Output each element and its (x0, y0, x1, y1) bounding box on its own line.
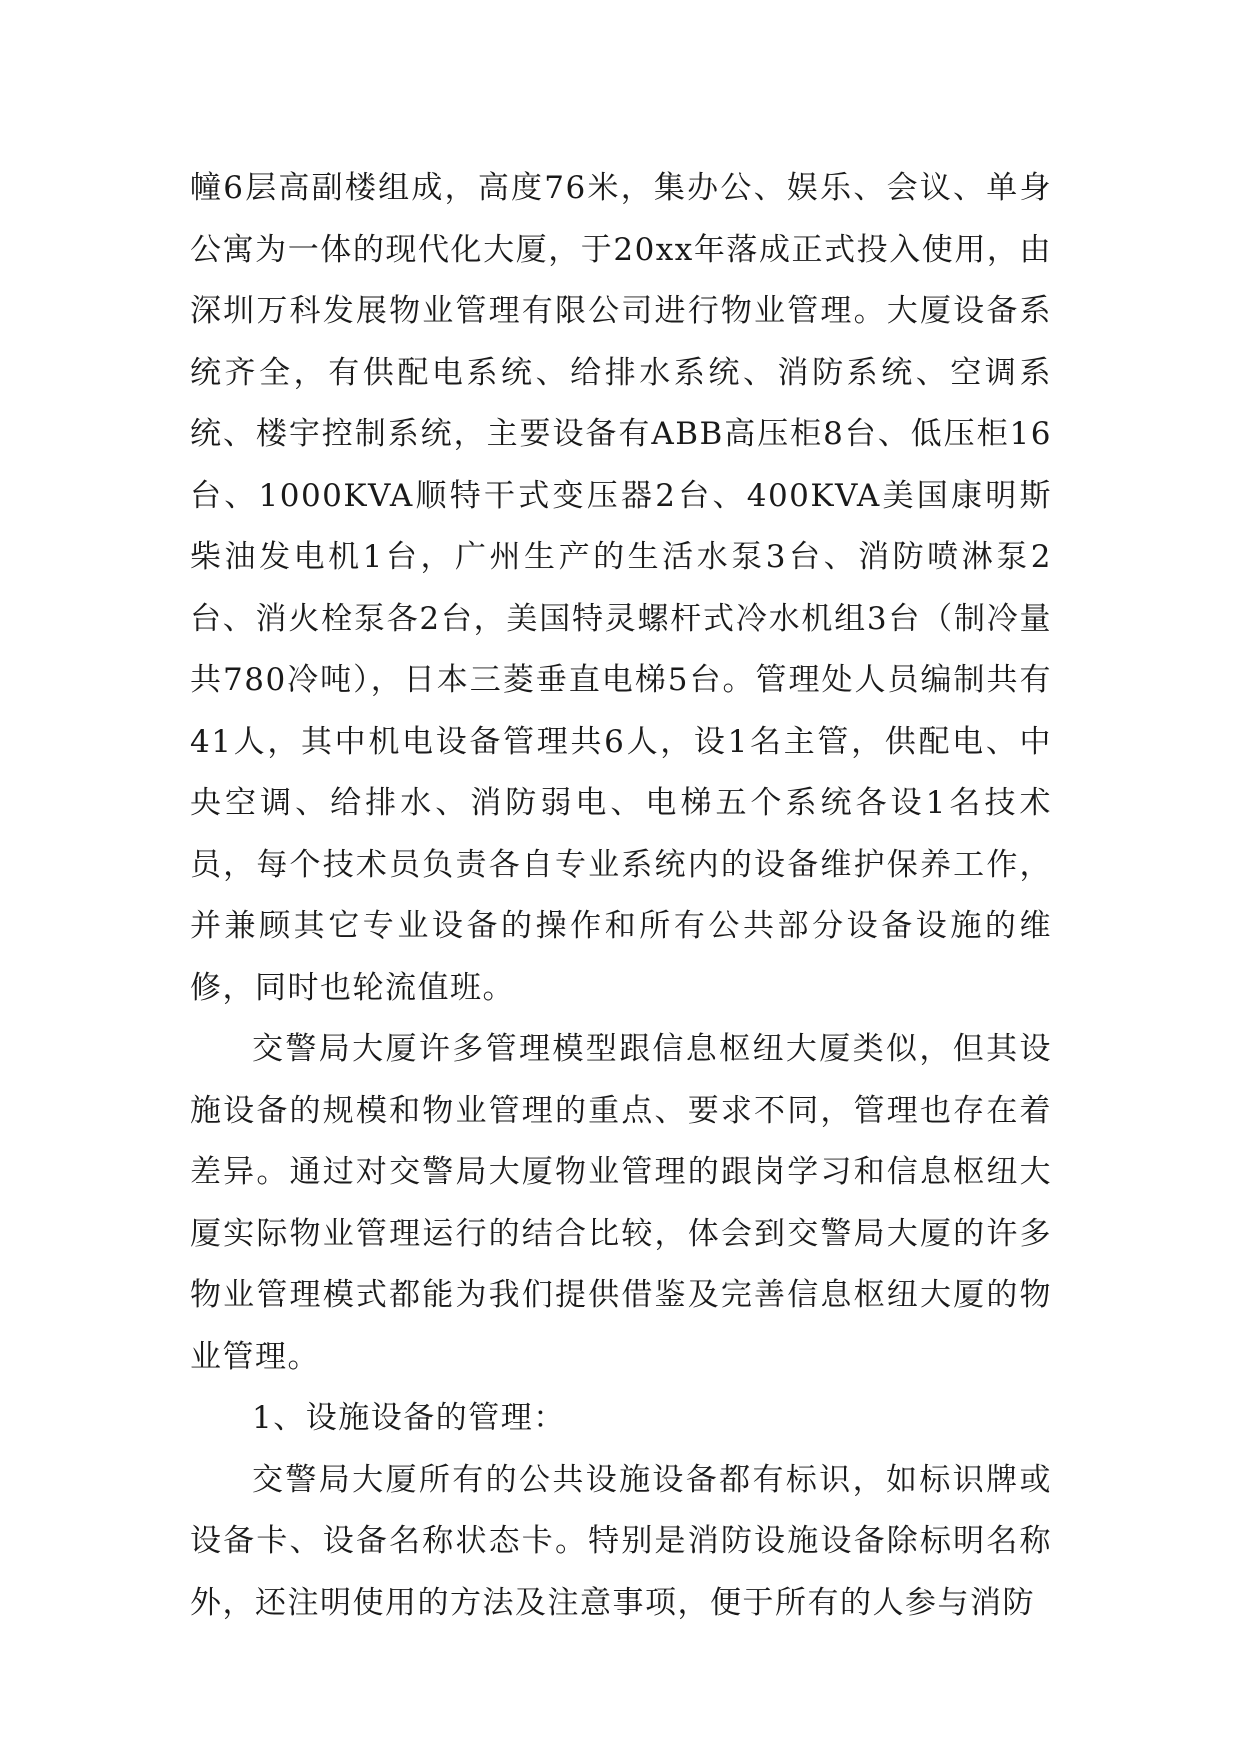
document-page (190, 158, 1052, 1634)
paragraph-building-overview: 幢6层高副楼组成，高度76米，集办公、娱乐、会议、单身公寓为一体的现代化大厦，于20xx年落成正式投入使用，由深圳万科发展物业管理有限公司进行物业管理。大厦设备系统齐全，有供配电系统、给排水系统、消防系统、空调系统、楼宇控制系统，主要设备有ABB高压柜8台、低压柜16台、1000KVA顺特干式变压器2台、400KVA美国康明斯柴油发电机1台，广州生产的生活水泵3台、消防喷淋泵2台、消火栓泵各2台，美国特灵螺杆式冷水机组3台（制冷量共780冷吨），日本三菱垂直电梯5台。管理处人员编制共有41人，其中机电设备管理共6人，设1名主管，供配电、中央空调、给排水、消防弱电、电梯五个系统各设1名技术员，每个技术员负责各自专业系统内的设备维护保养工作，并兼顾其它专业设备的操作和所有公共部分设备设施的维修，同时也轮流值班。 (190, 170, 1052, 1006)
section-heading-facility-management: 1、设施设备的管理： (252, 1400, 566, 1436)
paragraph-management-comparison: 交警局大厦许多管理模型跟信息枢纽大厦类似，但其设施设备的规模和物业管理的重点、要求不同，管理也存在着差异。通过对交警局大厦物业管理的跟岗学习和信息枢纽大厦实际物业管理运行的结合比较，体会到交警局大厦的许多物业管理模式都能为我们提供借鉴及完善信息枢纽大厦的物业管理。 (190, 1031, 1052, 1375)
paragraph-facility-labeling: 交警局大厦所有的公共设施设备都有标识，如标识牌或设备卡、设备名称状态卡。特别是消防设施设备除标明名称外，还注明使用的方法及注意事项，便于所有的人参与消防 (190, 1461, 1052, 1621)
